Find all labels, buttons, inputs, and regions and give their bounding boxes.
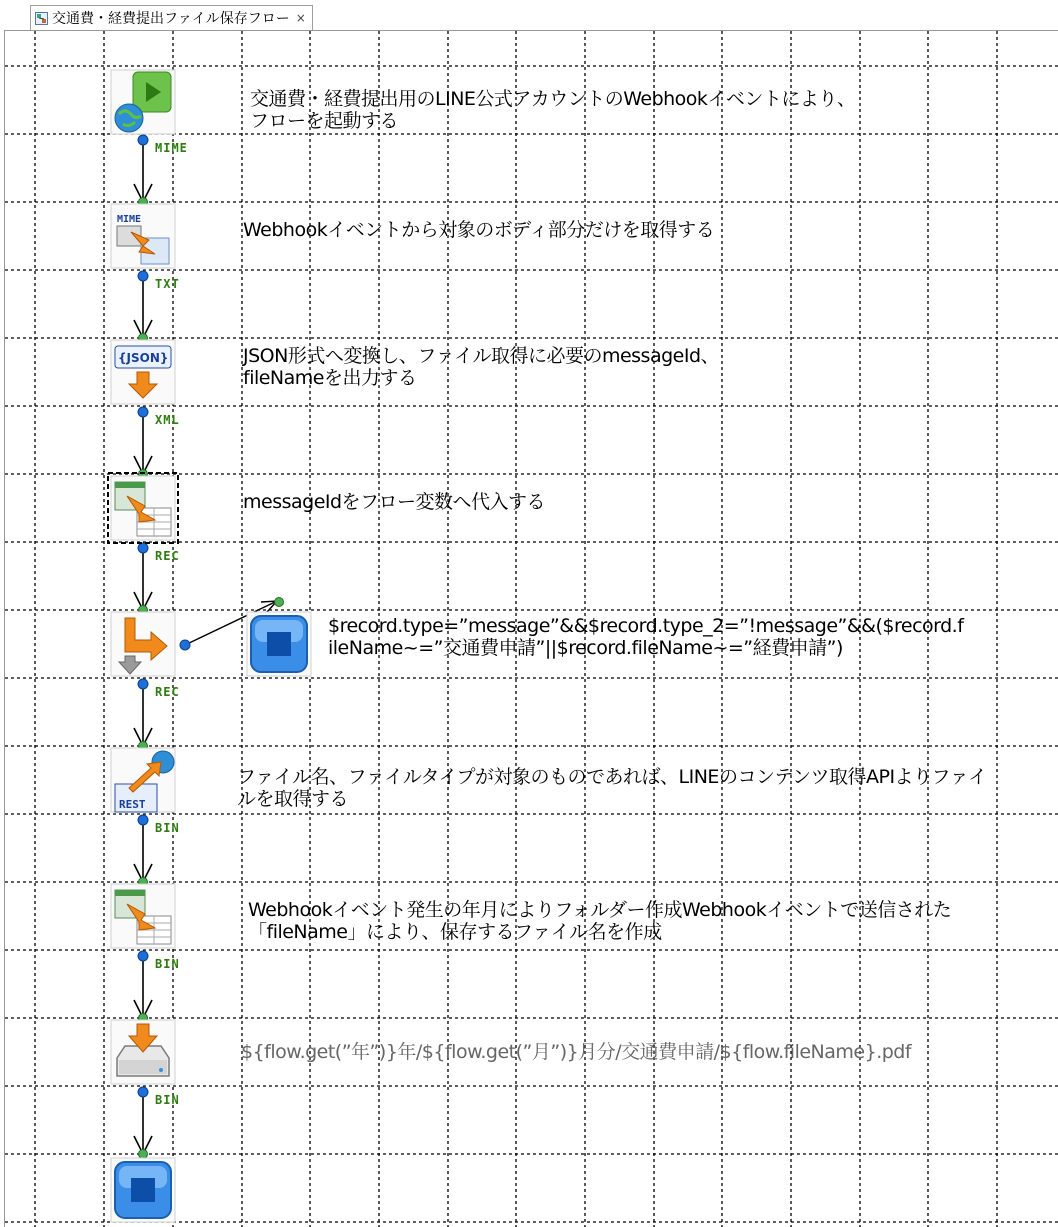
drive-led — [159, 1068, 163, 1072]
connector-label: BIN — [155, 1093, 180, 1107]
json-convert-icon[interactable] — [111, 340, 175, 404]
stop-icon[interactable] — [111, 1158, 175, 1222]
close-icon[interactable]: × — [295, 11, 306, 25]
output-port[interactable] — [138, 1087, 148, 1097]
branch-stop-icon[interactable] — [247, 612, 311, 676]
tab-title: 交通費・経費提出ファイル保存フロー — [52, 11, 290, 27]
step-4-desc — [243, 491, 545, 513]
step-7-line-1: Webhookイベント発生の年月によりフォルダー作成Webhookイベントで送信された — [248, 899, 952, 921]
mime-text: MIME — [117, 214, 142, 225]
step-6-line-1: ファイル名、ファイルタイプが対象のものであれば、LINEのコンテンツ取得APIよりファイ — [237, 766, 987, 788]
branch-icon[interactable] — [111, 612, 175, 676]
step-2-line-1: Webhookイベントから対象のボディ部分だけを取得する — [243, 219, 715, 241]
connector-label: MIME — [155, 141, 188, 155]
stop-square — [131, 1178, 155, 1202]
table1-head — [115, 890, 145, 896]
variable-assign-icon[interactable] — [108, 473, 178, 543]
step-5-desc — [328, 615, 963, 659]
flow-canvas[interactable] — [4, 30, 1058, 1227]
webhook-start-icon[interactable] — [111, 70, 175, 134]
file-save-icon[interactable] — [111, 1020, 175, 1084]
step-4-line-1: messageIdをフロー変数へ代入する — [243, 491, 546, 513]
flow-tab[interactable] — [30, 5, 313, 30]
step-6-line-2: ルを取得する — [237, 788, 349, 810]
drive-face — [119, 1060, 167, 1074]
output-port[interactable] — [138, 679, 148, 689]
output-port[interactable] — [138, 543, 148, 553]
connector-label: TXT — [155, 277, 180, 291]
step-1-line-2: フローを起動する — [250, 110, 399, 132]
step-5-line-2: ileName~=”交通費申請”||$record.fileName~=”経費申請”) — [328, 637, 843, 659]
rest-icon[interactable] — [111, 748, 175, 812]
output-port[interactable] — [138, 951, 148, 961]
step-6-desc — [237, 766, 987, 810]
output-port[interactable] — [180, 640, 190, 650]
json-text: {JSON} — [118, 351, 169, 365]
connector-label: XML — [155, 413, 180, 427]
variable-assign-icon[interactable] — [111, 884, 175, 948]
step-8-desc — [241, 1041, 911, 1063]
connector[interactable] — [134, 407, 180, 479]
connector[interactable] — [134, 815, 180, 887]
output-port[interactable] — [138, 135, 148, 145]
step-8-line-1: ${flow.get(”年”)}年/${flow.get(”月”)}月分/交通費申請/${flow.fileName}.pdf — [241, 1041, 912, 1063]
table1-head — [115, 482, 145, 488]
step-3-desc — [243, 345, 719, 389]
connector[interactable] — [134, 135, 188, 207]
output-port[interactable] — [138, 815, 148, 825]
step-7-line-2: 「fileName」により、保存するファイル名を作成 — [248, 921, 662, 943]
connector-label: BIN — [155, 821, 180, 835]
output-port[interactable] — [138, 407, 148, 417]
input-port[interactable] — [275, 598, 284, 607]
step-5-line-1: $record.type=”message”&&$record.type_2=”!message”&&($record.f — [328, 615, 964, 637]
connector-label: REC — [155, 685, 180, 699]
flow-icon — [35, 12, 48, 25]
connector-label: REC — [155, 549, 180, 563]
output-port[interactable] — [138, 271, 148, 281]
tab-bar — [0, 0, 1058, 30]
step-7-desc — [248, 899, 951, 943]
step-2-desc — [243, 219, 714, 241]
step-3-line-1: JSON形式へ変換し、ファイル取得に必要のmessageId、 — [243, 345, 720, 367]
step-1-desc — [250, 88, 855, 132]
input-port[interactable] — [139, 1150, 148, 1159]
step-1-line-1: 交通費・経費提出用のLINE公式アカウントのWebhookイベントにより、 — [250, 88, 856, 110]
connector-label: BIN — [155, 957, 180, 971]
stop-square — [267, 632, 291, 656]
rest-text: REST — [119, 798, 146, 811]
mime-extract-icon[interactable] — [111, 204, 175, 268]
step-3-line-2: fileNameを出力する — [243, 367, 417, 389]
